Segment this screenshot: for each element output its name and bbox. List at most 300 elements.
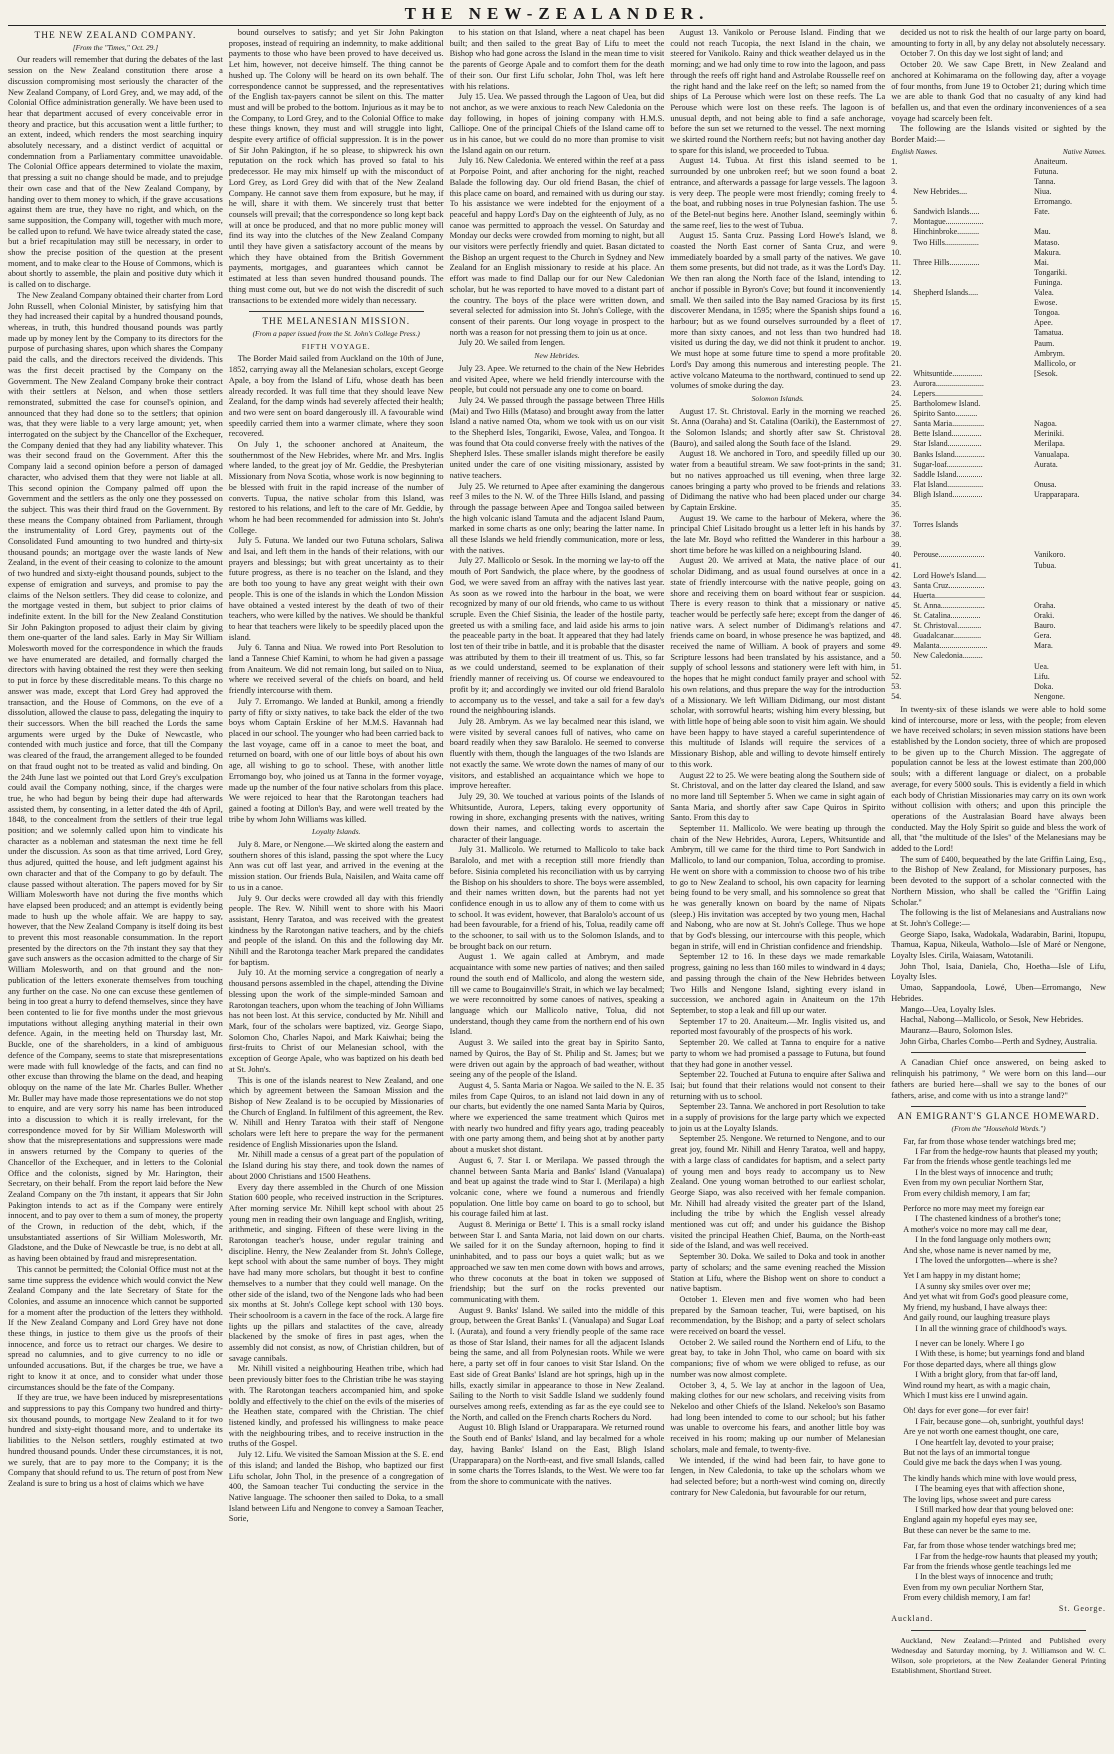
poem-line: I One heartfelt lay, devoted to your praise; [915,1437,1054,1447]
paragraph: September 23. Tanna. We anchored in port Resolution to take in a supply of provisions for the large party which we expected to join us at the Loyalty Islands. [670,1102,886,1133]
native-name [1034,581,1106,591]
column-4 [670,28,885,1742]
table-row [891,349,1106,359]
paragraph: October 1. Eleven men and five women who had been prepared by the Samoan teacher, Tui, were baptised, on his recommendation, by the Bishop; and a party of select scholars were received on board the vessel. [670,1294,886,1337]
english-name [913,318,1034,328]
table-row [891,328,1106,338]
poem-line: I In all the winning grace of childhood's ways. [915,1323,1067,1333]
native-name [1034,520,1106,530]
row-number: 52. [891,671,902,681]
paragraph: July 24. We passed through the passage between Three Hills (Mai) and Two Hills (Mataso) and brought away from the latter Island a native named Ota, whom we took with us on our visit to the Shepherd Isles, Tongariki, Ewose, Valea, and Tongoa. It was found that Ota could converse freely with the natives of the Shepherd Isles. These smaller islands might therefore be easily united under the care of one visiting missionary, assisted by native teachers. [449,395,665,480]
table-row [891,480,1106,490]
row-number: 18. [891,328,902,338]
native-name [1034,510,1106,520]
native-name [1034,651,1106,661]
english-name: Spirito Santo........... [913,409,978,419]
english-name: Montague................... [913,217,984,227]
english-name: Bette Island............... [913,429,982,439]
native-name: Ambrym. [1033,348,1065,358]
row-number: 13. [891,277,902,287]
english-name: Star Island................. [913,439,982,449]
paragraph: Mr. Nihill visited a neighbouring Heathen tribe, which had been previously bitter foes to the Christian tribe he was staying with. The Rarotongan teachers accompanied him, and spoke boldly and effectively to the chief on the evils of the miseries of the Heathen state, compared with the Christian. The chief listened kindly, and professed his willingness to make peace with the neighbouring tribes, and to receive instruction in the truths of the Gospel. [228,1364,444,1449]
article-source: (From the "Household Words.") [951,1123,1046,1133]
english-name: Flat Island.................. [913,479,984,489]
paragraph: July 27. Mallicolo or Sesok. In the morning we lay-to off the mouth of Port Sandwich, the place where, by the goodness of God, we were saved from an affray with the natives last year. As soon as we rowed into the harbour in the boat, we were recognized by many of our old friends, who came to us without scruple. Even the Chief Sisinia, the leader of the hostile party, greeted us with a smiling face, and laid aside his arms to join the peaceable party in the boat. It appeared that they had lately lost ten of their tribe in battle, and it is probable that the disaster was attributed by them to their ill treatment of us. This, so far as we could understand, seemed to be explanation of their friendly manner of receiving us. Of course we endeavoured to profit by it; and accordingly we invited our old friend Baralolo to accompany us to the vessel, and take a sail for a few day's round the neighbouring islands. [449,556,665,716]
paragraph: The following is the list of Melanesians and Australians now at St. John's College:— [891,908,1106,928]
divider [911,1106,1086,1107]
poem-line: And she, whose name is never named by me, [903,1245,1051,1255]
paragraph: September 17 to 20. Anaiteum.—Mr. Inglis visited us, and reported most favourably of the prospects of his work. [670,1016,886,1037]
divider [911,1052,1086,1053]
paragraph: September 30. Doka. We sailed to Doka and took in another party of scholars; and the same evening reached the Mission Station at Lifu, where the Bishop went on shore to conduct a native baptism. [670,1252,886,1294]
row-number: 4. [891,187,898,197]
english-name [913,278,1034,288]
table-row [891,470,1106,480]
native-name: Funinga. [1033,277,1063,287]
english-name [913,157,1034,167]
poem-line: I With a bright glory, from that far-off land, [915,1370,1058,1380]
table-row [891,662,1106,672]
row-number: 11. [891,257,901,267]
row-number: 22. [891,368,902,378]
english-name: Whitsuntide............... [913,368,983,378]
native-name [1034,540,1106,550]
table-row [891,500,1106,510]
paragraph: September 25. Nengone. We returned to Nengone, and to our great joy, found Mr. Nihill and Henry Taratoa, well and happy, with a large class of candidates for baptism, and a select party of young men and boys ready to accompany us to New Zealand. One young woman betrothed to our earliest scholar, George Siapo, was also received with her female companion. Mr. Nihill had already visited the greater part of the Island, including the tribe by which the English vessel already mentioned was cut off; and under his guidance the Bishop visited the principal Heathen Chief, Bauma, on the North-east side of the Island, and was well received. [670,1134,886,1251]
poem-line: The kindly hands which mine with love would press, [903,1473,1077,1483]
table-row [891,369,1106,379]
paragraph: August 9. Banks' Island. We sailed into the middle of this group, between the Great Banks' I. (Vanualapa) and Sugar Loaf I. (Aurata), and found a very friendly people of the same race as those of Star Island, their names for all the adjacent Islands being the same, and all from Polynesian roots. While we were here, a party set off in four canoes to visit Star Island. On the East side of Great Banks' Island are hot springs, high up in the hills, exactly similar in appearance to those in New Zealand. Sailing to the North to visit Saddle Island we suddenly found ourselves among reefs, extending as far as the eye could see to the North, and called on the French charts Rochers du Nord. [449,1305,665,1422]
table-row [891,318,1106,328]
table-row [891,651,1106,661]
poem [891,1137,1106,1604]
columns [8,28,1106,1742]
native-name [1034,500,1106,510]
table-row [891,682,1106,692]
english-name [913,530,1034,540]
paragraph: July 25. We returned to Apee after examining the dangerous reef 3 miles to the N. W. of the Three Hills Island, and passing through the passage between Apee and Tongoa sailed between the high volcanic island Tamuta and the adjacent Island Paum, marked in some charts as one only; bearing the latter name. In all these Islands we held friendly communication, more or less, with the natives. [449,481,665,555]
row-number: 28. [891,429,902,439]
paragraph: August 14. Tubua. At first this island seemed to be surrounded by one unbroken reef; but we soon found a boat entrance, and afterwards a passage for large vessels. The lagoon is very deep. The people were most friendly; coming freely to the boat, and rubbing noses in true Polynesian fashion. The use of the Betel-nut begins here. Another Island, seemingly within the same reef, lies to the west of Tubua. [670,156,886,230]
native-name: Niua. [1033,187,1052,197]
row-number: 51. [891,661,902,671]
english-name [913,328,1034,338]
table-row [891,439,1106,449]
row-number: 2. [891,166,898,176]
table-row [891,621,1106,631]
paragraph: John Thol, Isaia, Daniela, Cho, Hoetha—Isle of Lifu, Loyalty Isles. [891,961,1106,982]
english-name: Three Hills............... [913,257,980,267]
table-row [891,207,1106,217]
native-name: Vanikoro. [1033,550,1066,560]
row-number: 3. [891,177,898,187]
table-row [891,510,1106,520]
table-row [891,631,1106,641]
native-name: Meriniki. [1033,429,1064,439]
english-name: Sugar-loaf.................. [913,459,983,469]
row-number: 26. [891,409,902,419]
native-name [1034,389,1106,399]
column-1 [8,28,223,1742]
english-name: Bartholomew Island. [913,399,981,409]
table-row [891,157,1106,167]
english-name: New Caledonia.......... [913,651,983,661]
native-name: Nagoa. [1033,419,1057,429]
paragraph: August 15. Santa Cruz. Passing Lord Howe's Island, we coasted the North East corner of Santa Cruz, and were immediately boarded by a small party of the natives. We gave them some presents, but did not trade, as it was the Lord's Day. We then ran along the North face of the Island, intending to anchor if possible in Byron's Cove; but found it inconveniently small. We then sailed into the Bay named Graciosa by its first discoverer Mendana, in 1595; where the Spanish ships found a harbour; but as we found ourselves surrounded by a fleet of more than sixty canoes, and not less than two hundred had visited us during the day, we did not think it prudent to anchor. We must hope at some future time to spend a more profitable Lord's Day among this numerous and interesting people. The active volcano Mateuma to the northward, continued to send up volumes of smoke during the day. [670,231,886,391]
paragraph: George Siapo, Isaka, Wadokala, Wadarabin, Barini, Itopupu, Thamua, Kapua, Nikeula, Watholo—Isle of Maré or Nengone, Loyalty Isles. Cirila, Waiasam, Watotanili. [891,929,1106,961]
section-heading: Solomon Islands. [751,393,804,403]
row-number: 42. [891,570,902,580]
row-number: 37. [891,520,902,530]
english-name [913,510,1034,520]
poem-line: England again my hopeful eyes may see, [903,1515,1038,1525]
english-name [913,177,1034,187]
native-name [1034,409,1106,419]
poem-line: Even from my own peculiar Northern Star, [903,1582,1044,1592]
native-name: Oraki. [1033,611,1055,621]
row-number: 53. [891,681,902,691]
row-number: 5. [891,197,898,207]
poem-line: Yet I am happy in my distant home; [903,1271,1021,1281]
divider [911,1630,1086,1631]
column-3 [450,28,665,1742]
poem-line: I In the fond language only mothers own; [915,1235,1051,1245]
native-name: Erromango. [1033,197,1072,207]
native-name: Lifu. [1033,671,1050,681]
row-number: 41. [891,560,902,570]
table-row [891,177,1106,187]
poem-line: I Fair, because gone—oh, sunbright, youthful days! [915,1416,1084,1426]
row-number: 14. [891,288,902,298]
english-name: Huerta......................... [913,590,985,600]
english-name [913,692,1034,702]
paragraph: bound ourselves to satisfy; and yet Sir John Pakington proposes, instead of requiring an indemnity, to make additional payments to those who have been proved to have deceived us. Let him, however, not deceive himself. The thing cannot be hushed up. The Colony will be heard on its own behalf. The correspondence cannot be suppressed, and the representatives of the English tax-payers cannot be silent on this. The matter must and will be probed to the bottom. Injurious as it may be to the Company, to Lord Grey, and to the Colonial Office to make these things known, they must and will struggle into light, despite every artifice of official suppression. It is in the power of Sir John Pakington, if he so please, to shipwreck his own reputation on the rock which has proved so fatal to his predecessor. He may mix himself up with the misconduct of Lord Grey, as Lord Grey did with that of the New Zealand Company. He cannot save them from exposure, but he may, if he will, share it with them. We sincerely trust that better counsels will prevail; that the correspondence so long kept back will at once be produced, and that no more public money will find its way into the clutches of the New Zealand Company until they have given a satisfactory account of the means by which they have obtained from the British Government payments, mortgages, and guarantees which cannot be estimated at less than seven hundred thousand pounds. The thing must come out, but we do not wish the discredit of such transactions to be extended more widely than necessary. [228,28,444,305]
paragraph: July 7. Erromango. We landed at Bunkil, among a friendly party of fifty or sixty natives, to take back the elder of the two boys whom Captain Erskine of her M.M.S. Havannah had placed in our school. The younger who had been carried back to the last voyage, came off in a canoe to meet the boat, and returned on board, with one of our little boys of about his own age, all wishing to go to school. These, with another little Erromango boy, who joined us at Tanna in the former voyage, made up the number of the four native scholars from this place. We were rejoiced to hear that the Rarotongan teachers had gained a footing at Dillon's Bay, and were well treated by the tribe by whom John Williams was killed. [228,696,444,824]
paragraph: July 16. New Caledonia. We entered within the reef at a pass at Porpoise Point, and after anchoring for the night, reached Balade the following day. Our old friend Basan, the chief of this place came on board, and remained with us during our stay. To his assistance we were indebted for the enjoyment of a peaceful and happy Lord's Day on the eighteenth of July, as no canoe was permitted to approach the vessel. On Saturday and Monday our decks were crowded from morning to night, but all our visitors were perfectly friendly and quiet. Basan dictated to the Bishop an urgent request to the Church in Sydney and New Zealand for an English missionary to reside at his place. An effort was made to find Dallap our for our New Caledonian scholar, but he was reported to have moved to a distant part of the country. The boys of the place were written down, and several selected for admission into St. John's College, with the consent of their parents. Our long voyage in prospect to the north was a reason for not pressing them to join us at once. [449,156,665,337]
row-number: 6. [891,207,898,217]
table-row [891,641,1106,651]
column-5 [891,28,1106,1742]
table-row [891,409,1106,419]
row-number: 10. [891,247,902,257]
poem-line: I Still marked how dear that young beloved one: [915,1505,1074,1515]
column-2 [229,28,444,1742]
poem-line: For those departed days, where all things glow [903,1359,1056,1369]
paragraph: August 6, 7. Star I. or Merilapa. We passed through the channel between Santa Maria and Banks' Island (Vanualapa) and beat up against the trade wind to Star I. (Merilapa) a high volcanic cone, where we found a numerous and friendly population. One little boy came on board to go to school, but his courage failed him at last. [449,1155,665,1219]
poem-line: And gaily round, our laughing treasure plays [903,1313,1050,1323]
paragraph: Every day there assembled in the Church of one Mission Station 600 people, who received instruction in the Scriptures. After morning service Mr. Nihill kept school with about 25 young men in reading their own language and English, writing, arithmetic, and singing. Fifteen of these were living in the Rarotongan teacher's house, under regular training and discipline. Henry, the New Zealander from St. John's College, kept school with about the same number of boys. They might have had many more scholars, but thought it best to confine themselves to a number that they could well manage. On the other side of the island, two of the Nengone lads who had been six months at St. John's College kept school with 130 boys. Their schoolroom is a cavern in the face of the rock. A large fire lights up the pillars and stalactites of the cave, already blackened by the smoke of fires in past ages, when the assembly did not consist, as now, of Christian children, but of savage cannibals. [228,1182,444,1363]
row-number: 23. [891,378,902,388]
native-name: [Sesok. [1033,368,1058,378]
paragraph: If they are true, we have been induced by misrepresentations and suppressions to pay this Company two hundred and thirty-six thousand pounds, to mortgage New Zealand to it for two hundred and sixty-eight thousand more, and to undertake its liabilities to the Nelson settlers, roughly estimated at two hundred thousand pounds. Under these circumstances, it is not, we surely, that are to pay more to the Company; it is the Company that should refund to us. The return of post from New Zealand is sure to bring us a host of claims which we have [8,1393,223,1488]
paragraph: Mango—Uea, Loyalty Isles. [900,1004,996,1014]
english-name: Santa Maria................ [913,419,985,429]
paragraph: September 20. We called at Tanna to enquire for a native party to whom we had promised a passage to Futuna, but found that they had gone in another vessel. [670,1038,886,1069]
canadian-chief-quote: A Canadian Chief once answered, on being asked to relinquish his patrimony, " We were born on this land—our fathers are buried here—shall we say to the bones of our fathers, arise, and come with us into a strange land?" [891,1058,1106,1100]
poem-line: Are ye not worth one earnest thought, one care, [903,1427,1059,1437]
paragraph: July 10. At the morning service a congregation of nearly a thousand persons assembled in the chapel, attending the Divine blessing upon the work of the simple-minded Samoan and Rarotongan teachers, upon whom the teaching of John Williams has not been lost. At this service, conducted by Mr. Nihill and Mark, four of the scholars were baptized, viz. George Siapo, Solomon Cho, Charles Napoi, and Mark Kaiwhai; being the first-fruits to Christ of our Melanesian school, with the exception of George Apale, who was baptized on his death bed at St. John's. [228,968,444,1074]
english-name [913,298,1034,308]
row-number: 19. [891,338,902,348]
native-name: Uea. [1033,661,1049,671]
native-name: Apee. [1033,318,1053,328]
native-name: Mara. [1033,641,1053,651]
paragraph: August 10. Bligh Island or Urapparapara. We returned round the South end of Banks' Island, and lay becalmed for a whole day, having Banks' Island on the East, Bligh Island (Urapparapara) on the North-east, and five small Islands, called in some charts the Torres Islands, to the West. We were too far from the shore to communicate with the natives. [449,1423,665,1486]
english-name [913,197,1034,207]
poem-line: Which I must kiss ere I unwind again. [903,1390,1028,1400]
table-row [891,298,1106,308]
paragraph: August 19. We came to the harbour of Mekera, where the principal Chief Lisitado brought us a letter left in his hands by the late Mr. Boyd who refitted the Wanderer in this harbour a short time before he was killed on a neighbouring Island. [670,513,886,555]
native-name: Urapparapara. [1033,489,1080,499]
english-name [913,308,1034,318]
native-name [1034,379,1106,389]
english-name: Lepers........................ [913,388,983,398]
native-name: Mataso. [1033,237,1060,247]
english-name: Shepherd Islands..... [913,288,979,298]
paragraph: October 7. On this day we lost sight of land; and [900,49,1063,59]
paragraph: July 31. Mallicolo. We returned to Mallicolo to take back Baralolo, and met with a reception still more friendly than before. Sisinia completed his reconciliation with us by carrying the Bishop on his shoulders to shore. The boys were assembled, and their names written down, but the parents had not yet confidence enough in us to allow any of them to come with us to school. It was evident, however, that Baralolo's account of us had been favourable, for a friend of his, Tolua, readily came off to the schooner, to sail with us to the Solomon Islands, and to be brought back on our return. [449,845,665,951]
row-number: 8. [891,227,898,237]
native-name: Mallicolo, or [1033,358,1076,368]
paragraph: July 15. Uea. We passed through the Lagoon of Uea, but did not anchor, as we were anxious to reach New Caledonia on the day following, in hopes of joining company with H.M.S. Calliope. One of the principal Chiefs of the Island came off to us in his canoe, but we could do no more than promise to visit the Island again on our return. [449,92,665,155]
paragraph: to his station on that Island, where a neat chapel has been built; and then sailed to the great Bay of Lifu to meet the Bishop who had gone across the Island in the mean time to visit the parents of George Apale and to comfort them for the death of their son. Our first Lifu scholar, John Thol, was left here with his relations. [449,28,665,91]
poem-line: I The beaming eyes that with affection shone, [915,1484,1065,1494]
masthead: THE NEW-ZEALANDER. [404,4,710,23]
poem-line: Oh! days for ever gone—for ever fair! [903,1406,1029,1416]
paragraph: In twenty-six of these islands we were able to hold some kind of intercourse, more or less, with the people; from eleven we have received scholars; in seven mission stations have been established by the London society, three of which are proposed to be given up to the Church Mission. The aggregate of population cannot be less at the lowest estimate than 200,000 souls; with a different language or dialect, on a probable average, for every 5000 souls. This is evidently a field in which each body of Christian Missionaries may carry on its own work without collision with others; and upon this principle the operations of the Australasian Board have always been conducted. May the Holy Spirit so guide and bless the work of all, that "the multitude of the Isles" of the Melanesians may be added to the Lord! [891,704,1106,854]
paragraph: September 22. Touched at Futuna to enquire after Saliwa and Isai; but found that their relations would not consent to their returning with us to school. [670,1070,886,1101]
english-name [913,167,1034,177]
poem-line: I Far from the hedge-row haunts that pleased my youth; [915,1551,1098,1561]
english-name: St. Catalina............... [913,611,981,621]
table-row [891,581,1106,591]
paragraph: August 1. We again called at Ambrym, and made acquaintance with some new parties of natives; and then sailed round the south end of Mallicolo, and along the western side, till we came to Bougainville's Strait, in which we lay becalmed; we were reconnoitred by some canoes of natives, speaking a language which our Mallicolo native, Tolua, did not understand, though they came from the northern end of his own Island. [449,952,665,1037]
poem-line: Far, far from those whose tender watchings bred me; [903,1136,1076,1146]
poem-line: From every childish memory, I am far; [903,1188,1031,1198]
row-number: 1. [891,156,898,166]
table-row [891,419,1106,429]
row-number: 33. [891,479,902,489]
row-number: 47. [891,621,902,631]
table-header [891,147,1106,157]
english-name [913,359,1034,369]
section-heading: New Hebrides. [534,351,580,361]
poem-line: And yet what wit from God's good pleasure come, [903,1292,1069,1302]
native-name [1034,399,1106,409]
paragraph: Umao, Sappandoola, Lowé, Uben—Erromango, New Hebrides. [891,983,1106,1003]
english-name [913,339,1034,349]
table-row [891,561,1106,571]
native-name: Merilapa. [1033,439,1065,449]
native-name [1034,217,1106,227]
row-number: 38. [891,530,902,540]
paragraph: September 11. Mallicolo. We were beating up through the chain of the New Hebrides, Aurora, Lepers, Whitsuntide and Ambrym, till we came for the third time to Port Sandwich in Mallicolo, to land our companion, Tolua, according to promise. He went on shore with a commission to choose two of his tribe to go to New Zealand to school, his own capacity for learning being found to be very small, and his somnolence so great that he was generally known on board by the name of Nipats (sleep.) His invitation was accepted by two young men, Hachal and Nabong, who are now at St. John's College. Thus we hope that by God's blessing, our intercourse with this people, which began in strife, will end in Christian confidence and friendship. [670,824,886,951]
native-name: Mai. [1033,257,1049,267]
row-number: 15. [891,298,902,308]
row-number: 49. [891,641,902,651]
english-name: Santa Cruz.................. [913,580,985,590]
paragraph: August 20. We arrived at Mata, the native place of our scholar Didimang, and as usual found ourselves at once in a state of friendly intercourse with the native people, going on shore and receiving them on board without fear or suspicion. There is every reason to think that a missionary or native teacher would be perfectly safe here; except from the danger of native wars. A select number of Didimang's relations and friends came on board, in whose presence he was baptized, and received the name of William. A book of prayers and some Scripture lessons had been translated by his assistance, and a supply of school lessons and stationery were left with him, in the hopes that he might conduct family prayer and school with his own relations, and thus prepare the way for the introduction of a Missionary. We left William Didimang, our most distant scholar, with sorrowful hearts; wishing him every blessing, but with little hope of being able soon to visit him again. We should have been happy to have stayed a careful superintendence of this multitude of Islands will require the services of a Missionary Bishop, able and willing to devote himself entirely to this work. [670,556,886,769]
table-row [891,611,1106,621]
table-header-native: Native Names. [1062,146,1106,156]
poem-line: I never can be lonely. Where I go [915,1338,1025,1348]
english-name [913,248,1034,258]
row-number: 43. [891,580,902,590]
row-number: 17. [891,318,902,328]
table-row [891,339,1106,349]
english-name [913,561,1034,571]
native-name: Valea. [1033,288,1054,298]
row-number: 30. [891,449,902,459]
native-name: Doka. [1033,681,1054,691]
poem-line: Perforce no more may meet my foreign ear [903,1204,1045,1214]
english-name: Sandwich Islands..... [913,207,980,217]
table-row [891,217,1106,227]
native-name: Ewose. [1033,298,1058,308]
table-row [891,429,1106,439]
table-row [891,591,1106,601]
poem-line: But these can never be the same to me. [903,1525,1031,1535]
paragraph: July 28. Ambrym. As we lay becalmed near this island, we were visited by several canoes full of natives, who came on board readily when they saw Baralolo. He seemed to converse fluently with them, though the languages of the two Islands are not exactly the same. We wrote down the names of many of our visitors, and established an acquaintance which we hope to improve hereafter. [449,717,665,791]
table-row [891,571,1106,581]
article-title-emigrant: AN EMIGRANT'S GLANCE HOMEWARD. [897,1112,1100,1123]
english-name [913,500,1034,510]
table-row [891,550,1106,560]
row-number: 7. [891,217,898,227]
paragraph: July 20. We sailed from Iengen. [458,338,565,348]
paragraph: August 8. Meriniga or Bette' I. This is a small rocky island between Star I. and Santa Maria, not laid down on our charts. We sailed for it on the Sunday afternoon, hoping to find it uninhabited, and to pass our boys a quiet walk; but as we approached we saw ten men come down with bows and arrows, who threw coconuts at the boat in token we supposed of friendship; but the surf on the rocks prevented our communicating with them. [449,1220,665,1304]
row-number: 39. [891,540,902,550]
row-number: 45. [891,600,902,610]
section-heading: Loyalty Islands. [311,827,361,837]
article-source: (From a paper issued from the St. John's College Press.) [252,328,420,338]
table-row [891,258,1106,268]
native-name: Bauro. [1033,621,1056,631]
poem-line: I With these, is home; but yearnings fond and bland [915,1349,1085,1359]
section-heading: FIFTH VOYAGE. [301,341,371,351]
poem-line: Even from my own peculiar Northern Star, [903,1178,1044,1188]
english-name [913,268,1034,278]
poem-line: I The chastened kindness of a brother's tone; [915,1214,1061,1224]
native-name: Nengone. [1033,691,1065,701]
article-title-nz-company: THE NEW ZEALAND COMPANY. [34,31,197,41]
row-number: 54. [891,691,902,701]
poem-line: Far, far from those whose tender watchings bred me; [903,1541,1076,1551]
english-name: New Hebrides.... [913,187,968,197]
row-number: 40. [891,550,902,560]
paragraph: August 22 to 25. We were beating along the Southern side of St. Christoval, and on the latter day cleared the Island, and saw no more land till September 5. When we came in sight again of Santa Maria, and shortly after saw Cape Quiros in Spirito Santo. From this day to [670,770,886,823]
table-row [891,167,1106,177]
table-row [891,268,1106,278]
paragraph: On July 1, the schooner anchored at Anaiteum, the southernmost of the New Hebrides, where Mr. and Mrs. Inglis where landed, to the great joy of Mr. Geddie, the Presbyterian Missionary from Nova Scotia, whose work is now beginning to be blessed with fruit in the rapid increase of the number of converts. Tupua, the native scholar from this Island, was restored to his relations, and left to the care of Mr. Geddie, by whom he had been recommended for admission into St. John's College. [228,440,444,535]
article-title-melanesian-mission: THE MELANESIAN MISSION. [262,317,411,328]
paragraph: decided us not to risk the health of our large party on board, amounting to forty in all, by any delay not absolutely necessary. [891,28,1106,48]
paragraph: The New Zealand Company obtained their charter from Lord John Russell, when Colonial Minister, by satisfying him that they had increased their capital by a hundred thousand pounds, whereas, in truth, this hundred thousand pounds was partly made up by money lent by the Company to its directors for the purpose of purchasing shares, upon which shares the Company paid the calls, and the directors received the dividends. This was the first deceit practised by the Company on the Government. The New Zealand Company broke their contract with their settlers at Nelson, and when those settlers remonstrated, submitted the case for counsel's opinion, and announced that they had done so to the settlers; that opinion was, that they were liable to a very large amount; yet, when interrogated on the subject by the Chancellor of the Exchequer, the Company denied that they had any liability whatever. This was their second fraud on the Government. After this the Company laid a second opinion before a person of damaged character, who advised them that they were not liable at all. This second opinion the Company palmed off upon the Government and the settlers as the only one they possessed on the subject. This was their third fraud on the Government. By these means the Company obtained from Parliament, through the instrumentality of Lord Grey, payments out of the Consolidated Fund amounting to two hundred and thirty-six thousand pounds; an mortgage over the waste lands of New Zealand, in the event of their ceasing to colonize to the amount of two hundred and sixty-eight thousand pounds, subject to the expense of emigration and surveys, and promise to pay the claims of the Nelson settlers. They did cease to colonize, and the mortgage vested in them, but subject to prior claims of indefinite extent. In the bill for the New Zealand Constitution Sir John Pakington proposed to adjust their claim by giving them one-quarter of the land sales. Early in May Sir William Molesworth moved for the correspondence in which the frauds we have enumerated are detailed, and formally charged the directors with having obtained the rest they were then seeking to put in force by these discreditable means. To this charge no answer was made, except that Lord Grey had approved the transaction, and the House of Commons, on the eve of a dissolution, allowed the clause to pass, delegating the inquiry to their successors. When the bill reached the Lords the same arguments were urged by the Duke of Newcastle, who contended with much justice and force, that till the Company was cleared of the fraud, the arrangement alleged to be founded on that fraud ought not to be treated as valid and binding. On the 24th June last we pointed out that Lord Grey's exculpation could avail the Company nothing, since, if the charges were true, he who had begun by being their dupe had afterwards assisted them, by consenting, in a letter dated the 4th of April, 1848, to the concealment from the settlers of their true legal position; and we solemnly called upon him to vindicate his character as a nobleman and statesman the next time he fell under the discussion. As soon as that time arrived, Lord Grey, thus adjured, quitted the house, and left judgment against his own character and that of the Company to go by default. The clause passed without alteration. The papers moved for by Sir William Molesworth have not during the five months which have elapsed been produced; and an attempt is evidently being made to hush up the whole affair. We are happy to say, however, that the New Zealand Company is itself doing its best to prevent this most reasonable consummation. In the report presented by the directors on the 7th instant they say that they gave such answers as the occasion admitted to the charge of Sir William Molesworth, and on that ground and the non-publication of the letters exonerate themselves from touching any further on the case. No one can excuse these gentlemen of being in too great a hurry to defend themselves, since they have been contented to lie for five months under the most grievous imputations without alleging anything material in their own defence. Again, in the meeting held on Thursday last, Mr. Buckle, one of the shareholders, in a kind of ambiguous defence of the Company, seems to state that misrepresentations were made with full knowledge of the facts, and can find no other excuse than throwing the blame on the dead, and heaping obloquy on the name of the late Mr. Charles Buller. Whether Mr. Buller may have made those representations we do not stop to enquire, and are very sorry his name has been introduced into a discussion to which it is really irrelevant, for the correspondence moved for by Sir William Molesworth will show that the misrepresentations and suppressions were made in answers returned by the Company to queries of the Chancellor of the Exchequer, and in letters to the Colonial Office and the colonists, signed by Mr. Harington, their Secretary, on their behalf. From the report laid before the New Zealand Company on the 7th instant, it appears that Sir John Pakington intends to act as if the Company were entirely innocent, and to pay over to them a sum of money, the property of the Crown, in reduction of the debt, which, if the unsubstantiated assertions of Sir William Molesworth, Mr. Gladstone, and the Duke of Newcastle be true, is no debt at all, as having been obtained by fraud and misrepresentation. [8,290,223,1264]
english-name: Aurora........................ [913,378,984,388]
poem-signature: St. George. [1058,1603,1106,1613]
native-name: Paum. [1033,338,1055,348]
english-name [913,662,1034,672]
row-number: 48. [891,631,902,641]
row-number: 21. [891,358,902,368]
paragraph: The following are the Islands visited or sighted by the Border Maid:— [891,124,1106,145]
table-row [891,692,1106,702]
table-row [891,490,1106,500]
imprint: Auckland, New Zealand:—Printed and Published every Wednesday and Saturday morning, by J. Williamson and W. C. Wilson, sole proprietors, at the New Zealander General Printing Establishment, Shortland Street. [891,1636,1106,1676]
row-number: 50. [891,651,902,661]
paragraph: July 29, 30. We touched at various points of the Islands of Whitsuntide, Aurora, Lepers, taking every opportunity of rowing in shore, exchanging presents with the natives, writing down their names, and collecting words to ascertain the character of their language. [449,791,665,844]
paragraph: Mr. Nihill made a census of a great part of the population of the Island during his stay there, and took down the names of about 2000 Christians and 1500 Heathens. [228,1150,444,1181]
poem-line: A mother's voice no more may call me dear, [903,1224,1048,1234]
poem-line: I The loved the unforgotten—where is she? [915,1256,1058,1266]
table-row [891,379,1106,389]
native-name [1034,571,1106,581]
row-number: 34. [891,489,902,499]
english-name [913,672,1034,682]
islands-table [891,147,1106,702]
poem-line: Far from the friends whose gentle teachings led me [903,1157,1071,1167]
paragraph: July 23. Apee. We returned to the chain of the New Hebrides and visited Apee, where we held friendly intercourse with the people, but could not persuade any one to come on board. [449,363,665,395]
native-name: Tamatua. [1033,328,1064,338]
english-name: Banks Island............... [913,449,985,459]
paragraph: September 12 to 16. In these days we made remarkable progress, gaining no less than 160 miles to windward in 4 days; and passing through the chain of the New Hebrides between Two Hills and Nengone Island, sighting every island in succession, we anchored again in Anaiteum on the 17th September, to stop a leak and fill up our water. [670,952,886,1015]
table-row [891,308,1106,318]
row-number: 20. [891,348,902,358]
table-row [891,389,1106,399]
paragraph: July 8. Mare, or Nengone.—We skirted along the eastern and southern shores of this island, passing the spot where the Lucy Ann was cut off last year, and arrived in the evening at the mission station. Our friends Bula, Naisilen, and Waita came off to us in a canoe. [228,840,444,892]
row-number: 25. [891,399,902,409]
native-name: Oraha. [1033,600,1056,610]
poem-line: From every childish memory, I am far! [903,1593,1031,1603]
paragraph: The sum of £400, bequeathed by the late Griffin Laing, Esq., to the Bishop of New Zealand, for Missionary purposes, has been devoted to the support of a scholar connected with the Northern Mission, who shall be called the "Griffin Laing Scholar." [891,854,1106,907]
english-name [913,682,1034,692]
poem-line: Could give me back the days when I was young. [903,1458,1062,1468]
paragraph: John Girba, Charles Combo—Perth and Sydney, Australia. [900,1036,1098,1046]
paragraph: Hachal, Nabong—Mallicolo, or Sesok, New Hebrides. [900,1015,1084,1025]
row-number: 27. [891,419,902,429]
native-name [1034,591,1106,601]
table-row [891,278,1106,288]
divider [249,311,424,312]
table-row [891,359,1106,369]
poem-line: But not the lays of an immortal tongue [903,1447,1030,1457]
table-row [891,540,1106,550]
native-name: Gera. [1033,631,1052,641]
native-name: Tanna. [1033,177,1056,187]
poem-line: Wind round my heart, as with a magic chain, [903,1380,1051,1390]
native-name: Anaiteum. [1033,156,1068,166]
paragraph: July 12. Lifu. We visited the Samoan Mission at the S. E. end of this island; and landed the Bishop, who baptized our first Lifu scholar, John Thol, in the presence of a congregation of 400, the Samoan teacher Tui conducting the service in the Native language. The schooner then sailed to Doka, to a small Island between Lifu and Nengone to convey a Samoan Teacher, Sorie, [228,1450,444,1524]
poem-line: Far from the friends whose gentle teachings led me [903,1562,1071,1572]
english-name [913,349,1034,359]
english-name: Torres Islands [913,520,959,530]
english-name: Bligh Island............... [913,489,983,499]
row-number: 46. [891,611,902,621]
native-name: Mau. [1033,227,1051,237]
row-number: 24. [891,388,902,398]
english-name: Two Hills................. [913,237,979,247]
paragraph: July 9. Our decks were crowded all day with this friendly people. The Rev. W. Nihill went to shore with his Maori assistant, Henry Taratoa, and was received with the greatest kindness by the Rarotongan native teachers, and by the chiefs and people of the island. On this and the following day Mr. Nihill and the Rarotonga teacher Mark prepared the candidates for baptism. [228,893,444,967]
native-name [1034,530,1106,540]
paragraph: This cannot be permitted; the Colonial Office must not at the same time suppress the evidence which would convict the New Zealand Company and the late Secretary of State for the Colonies, and assume an innocence which cannot be supported for a moment after the production of the letters they withhold. If the New Zealand Company and Lord Grey have not done these things, in justice to them give us the proofs of their innocence, and force us to retract our charges. We desire to spread no calumnies, and to give currency to no idle or unfounded accusations. But, if the charges be true, we have a right to know it at once, and to consider what under those circumstances should be the fate of the Company. [8,1264,223,1392]
poem-line: I In the blest ways of innocence and truth; [915,1572,1053,1582]
table-row [891,288,1106,298]
row-number: 44. [891,590,902,600]
native-name: Tongariki. [1033,267,1067,277]
table-row [891,197,1106,207]
english-name [913,540,1034,550]
paragraph: August 17. St. Christoval. Early in the morning we reached St. Anna (Oaraha) and St. Catalina (Oariki), the Easternmost of the Solomon Islands; and shortly after saw St. Christoval (Bauro), and sailed along the South face of the Island. [670,406,886,448]
